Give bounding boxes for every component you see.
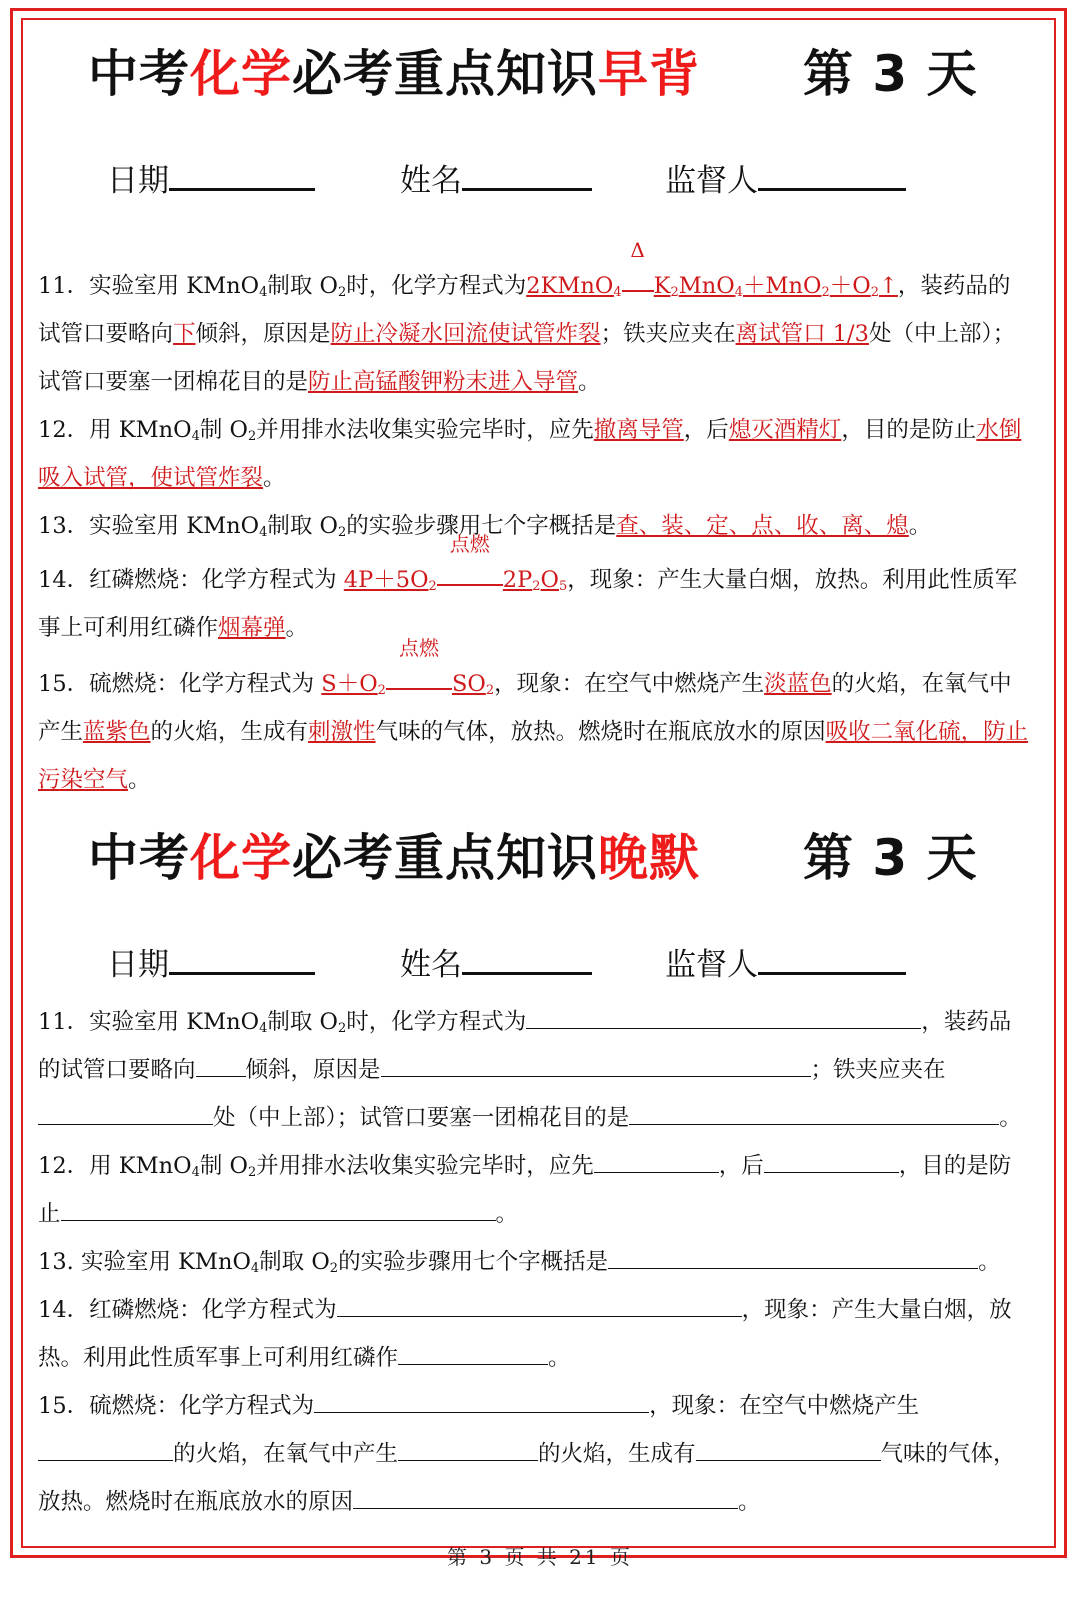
answer-blank[interactable]	[381, 1058, 811, 1077]
text: 2	[337, 285, 347, 300]
text: 晚默	[598, 829, 700, 887]
answer-blank[interactable]	[398, 1442, 538, 1461]
text: 的火焰，在氧气中产生	[38, 671, 1012, 745]
text: 处（中上部）；试管口要塞一团棉花目的是	[213, 1105, 630, 1131]
text: 12．	[38, 417, 90, 443]
morning-q14	[38, 532, 1030, 652]
text: 并用排水法收集实验完毕时，应先	[256, 1153, 594, 1179]
answer-blank[interactable]	[608, 1250, 978, 1269]
text: 2KMnO	[526, 273, 614, 299]
morning-q15	[38, 636, 1030, 804]
text: K	[653, 273, 671, 299]
answer-text: 吸收二氧化硫，防止污染空气	[38, 719, 1029, 793]
evening-q12	[38, 1142, 1030, 1238]
text: 制取 O	[267, 1009, 338, 1035]
text: 2	[247, 429, 257, 444]
evening-questions	[38, 998, 1030, 1526]
morning-q11	[38, 238, 1030, 406]
text: 制取 O	[267, 273, 338, 299]
answer-blank[interactable]	[398, 1346, 548, 1365]
text: 制 O	[199, 1153, 248, 1179]
answer-blank[interactable]	[353, 1490, 738, 1509]
text: 化学	[190, 829, 292, 887]
text: 气味的气体，放热。燃烧时在瓶底放水的原因	[375, 719, 826, 745]
text: 并用排水法收集实验完毕时，应先	[256, 417, 594, 443]
text: Δ	[630, 238, 645, 262]
text: 2	[821, 285, 830, 300]
text: 。	[495, 1201, 519, 1227]
text: 11．	[38, 1009, 90, 1035]
morning-q12	[38, 406, 1030, 502]
answer-blank[interactable]	[764, 1154, 899, 1173]
text: 14．	[38, 567, 90, 593]
text: 4P＋5O	[343, 567, 429, 593]
answer-text: 蓝紫色	[83, 719, 151, 745]
text: 5	[559, 579, 568, 594]
page-footer: 第 3 页 共 21 页	[447, 1545, 633, 1569]
text: ，后	[718, 1153, 764, 1179]
text: 红磷燃烧：化学方程式为	[89, 567, 344, 593]
answer-text: 防止冷凝水回流使试管炸裂	[330, 321, 601, 347]
text: 4	[259, 1021, 268, 1036]
text: 4	[259, 285, 268, 300]
text: 制 O	[199, 417, 248, 443]
answer-text: 烟幕弹	[218, 615, 286, 641]
text: 的实验步骤用七个字概括是	[346, 513, 617, 539]
answer-blank[interactable]	[629, 1106, 999, 1125]
text: 实验室用 KMnO	[73, 1249, 251, 1275]
evening-q15	[38, 1382, 1030, 1526]
text: 用 KMnO	[89, 417, 192, 443]
text: 。	[128, 767, 151, 793]
text: 倾斜，原因是	[245, 1057, 381, 1083]
answer-text: 熄灭酒精灯	[728, 417, 842, 443]
text: 。	[578, 369, 601, 395]
text: ，装药品的试管口要略向	[38, 1009, 1012, 1083]
text: 必考重点知识	[292, 45, 598, 103]
morning-q13	[38, 502, 1030, 550]
answer-text: 撤离导管	[593, 417, 684, 443]
text: 的实验步骤用七个字概括是	[338, 1249, 609, 1275]
text: 硫燃烧：化学方程式为	[89, 1393, 315, 1419]
text: 4	[191, 1165, 200, 1180]
text: 2	[337, 1021, 347, 1036]
text: 4	[613, 285, 622, 300]
morning-questions	[38, 238, 1030, 804]
text: 日期	[107, 163, 169, 199]
text: 硫燃烧：化学方程式为	[89, 671, 322, 697]
text: 倾斜，原因是	[195, 321, 331, 347]
text: ，目的是防止	[38, 1153, 1012, 1227]
answer-text: 查、装、定、点、收、离、熄	[616, 513, 909, 539]
text: 2	[485, 683, 495, 698]
text: 2	[870, 285, 880, 300]
morning-title	[88, 44, 988, 104]
text: 2	[670, 285, 679, 300]
text: 实验室用 KMnO	[89, 513, 260, 539]
text: 2P	[502, 567, 533, 593]
text: 实验室用 KMnO	[89, 273, 260, 299]
text: 12．	[38, 1153, 90, 1179]
text: 实验室用 KMnO	[89, 1009, 260, 1035]
text: 点燃	[449, 532, 490, 556]
date-field[interactable]	[107, 942, 315, 985]
text: 2	[247, 1165, 257, 1180]
text: 处（中上部）；试管口要塞一团棉花目的是	[38, 321, 1016, 395]
answer-blank[interactable]	[594, 1154, 719, 1173]
text: 2	[329, 1261, 339, 1276]
equation-answer	[526, 238, 898, 300]
text: 用 KMnO	[89, 1153, 192, 1179]
answer-blank[interactable]	[337, 1298, 742, 1317]
answer-blank[interactable]	[696, 1442, 881, 1461]
text: 的火焰，在氧气中产生	[173, 1441, 399, 1467]
text: 红磷燃烧：化学方程式为	[89, 1297, 337, 1323]
text: SO	[451, 671, 486, 697]
text: ＋O	[829, 273, 871, 299]
text: ，现象：在空气中燃烧产生	[494, 671, 765, 697]
text: 2	[377, 683, 386, 698]
text: ；铁夹应夹在	[600, 321, 736, 347]
text: 15．	[38, 1393, 90, 1419]
text: 制取 O	[259, 1249, 330, 1275]
text: ，现象：在空气中燃烧产生	[649, 1393, 920, 1419]
text: 11．	[38, 273, 90, 299]
text: ，后	[683, 417, 729, 443]
text: 4	[191, 429, 200, 444]
text: 2	[532, 579, 541, 594]
text: 气味的气体，放热。燃烧时在瓶底放水的原因	[38, 1441, 1016, 1515]
text: 制取 O	[267, 513, 338, 539]
equation-answer	[343, 532, 568, 594]
text: MnO	[678, 273, 735, 299]
text: 4	[734, 285, 744, 300]
name-field[interactable]	[400, 158, 592, 201]
text: 。	[285, 615, 309, 641]
text: O	[540, 567, 559, 593]
text: 时，化学方程式为	[346, 273, 527, 299]
evening-day-label: 第 3 天	[803, 829, 978, 887]
text: 2	[428, 579, 437, 594]
answer-text: 水倒吸入试管，使试管炸裂	[38, 417, 1022, 491]
text: 。	[978, 1249, 1001, 1275]
evening-q13	[38, 1238, 1030, 1286]
text: ＋MnO	[743, 273, 822, 299]
text: S＋O	[321, 671, 378, 697]
text: ，现象：产生大量白烟，放热。利用此性质军事上可利用红磷作	[38, 1297, 1012, 1371]
text: 早背	[598, 45, 700, 103]
answer-text: 淡蓝色	[764, 671, 832, 697]
answer-blank[interactable]	[61, 1202, 496, 1221]
text: 监督人	[665, 947, 758, 983]
text: 点燃	[398, 636, 439, 660]
answer-text: 刺激性	[308, 719, 376, 745]
text: ；铁夹应夹在	[810, 1057, 946, 1083]
answer-blank[interactable]	[38, 1442, 173, 1461]
name-field[interactable]	[400, 942, 592, 985]
text: 。	[999, 1105, 1022, 1131]
evening-q14	[38, 1286, 1030, 1382]
text: 姓名	[400, 947, 462, 983]
text: 14．	[38, 1297, 90, 1323]
text: 监督人	[665, 163, 758, 199]
answer-blank[interactable]	[38, 1106, 213, 1125]
text: 中考	[88, 45, 190, 103]
equation-answer	[321, 636, 495, 698]
text: 的火焰，生成有	[150, 719, 309, 745]
answer-blank[interactable]	[196, 1058, 246, 1077]
text: 4	[250, 1261, 260, 1276]
text: ，装药品的试管口要略向	[38, 273, 1011, 347]
text: 。	[263, 465, 286, 491]
text: 。	[738, 1489, 761, 1515]
answer-text: 下	[173, 321, 196, 347]
text: 化学	[190, 45, 292, 103]
text: 。	[548, 1345, 571, 1371]
text: ，现象：产生大量白烟，放热。利用此性质军事上可利用红磷作	[38, 567, 1018, 641]
date-field[interactable]	[107, 158, 315, 201]
text: 时，化学方程式为	[346, 1009, 527, 1035]
answer-blank[interactable]	[526, 1010, 921, 1029]
text: ↑	[879, 273, 898, 299]
answer-text: 防止高锰酸钾粉末进入导管	[308, 369, 579, 395]
text: 。	[908, 513, 932, 539]
text: 15．	[38, 671, 90, 697]
supervisor-field[interactable]	[665, 942, 906, 985]
text: 2	[337, 525, 347, 540]
text: 日期	[107, 947, 169, 983]
supervisor-field[interactable]	[665, 158, 906, 201]
text: 4	[259, 525, 268, 540]
text: 13.	[38, 1249, 74, 1275]
morning-day-label: 第 3 天	[803, 45, 978, 103]
answer-text: 离试管口 1/3	[735, 321, 869, 347]
answer-blank[interactable]	[314, 1394, 649, 1413]
text: 姓名	[400, 163, 462, 199]
text: 的火焰，生成有	[538, 1441, 696, 1467]
text: 必考重点知识	[292, 829, 598, 887]
text: 13．	[38, 513, 90, 539]
evening-title	[88, 828, 988, 888]
text: 中考	[88, 829, 190, 887]
text: ，目的是防止	[841, 417, 977, 443]
evening-q11	[38, 998, 1030, 1142]
